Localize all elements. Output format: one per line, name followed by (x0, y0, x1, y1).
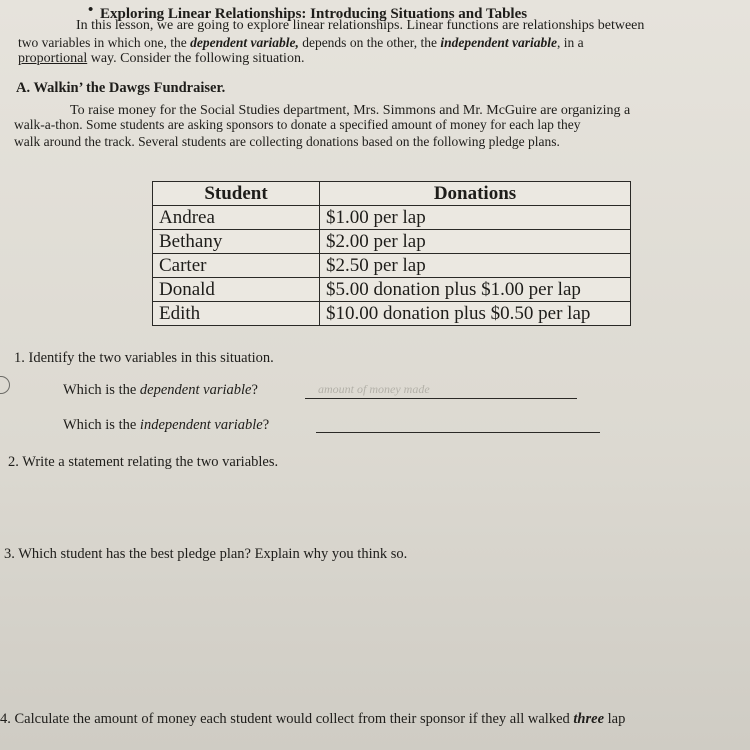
table-header-row (153, 182, 631, 206)
table-row (153, 278, 631, 302)
section-heading: A. Walkin’ the Dawgs Fundraiser. (16, 80, 226, 96)
lesson-title: Exploring Linear Relationships: Introducing Situations and Tables (100, 6, 528, 22)
question-1b: Which is the independent variable? (63, 417, 270, 433)
column-header-donations: Donations (320, 182, 631, 206)
question-2: 2. Write a statement relating the two variables. (8, 454, 279, 470)
table-row (153, 302, 631, 326)
student-name: Edith (153, 302, 320, 326)
donation-plan: $1.00 per lap (320, 206, 631, 230)
table-row (153, 206, 631, 230)
question-4: 4. Calculate the amount of money each student would collect from their sponsor if they all walked three lap (0, 711, 626, 727)
title-bullet: • (88, 2, 94, 18)
student-name: Carter (153, 254, 320, 278)
student-name: Donald (153, 278, 320, 302)
donation-plan: $5.00 donation plus $1.00 per lap (320, 278, 631, 302)
intro-line-1: In this lesson, we are going to explore linear relationships. Linear functions are relationships between (76, 18, 645, 33)
answer-line-independent[interactable] (316, 418, 600, 433)
table-row (153, 254, 631, 278)
question-1a: Which is the dependent variable? (63, 382, 258, 398)
column-header-student: Student (153, 182, 320, 206)
question-1: 1. Identify the two variables in this situation. (14, 350, 274, 366)
donation-plan: $2.50 per lap (320, 254, 631, 278)
section-paragraph-line-2: walk-a-thon. Some students are asking sponsors to donate a specified amount of money for each lap they (14, 117, 581, 132)
binder-hole-icon (0, 376, 10, 394)
pledge-table (152, 181, 631, 326)
intro-line-2: two variables in which one, the dependent variable, depends on the other, the independent variable, in a (18, 35, 584, 50)
student-name: Andrea (153, 206, 320, 230)
section-paragraph-line-3: walk around the track. Several students are collecting donations based on the following pledge plans. (14, 134, 560, 149)
intro-line-3: proportional way. Consider the following situation. (18, 51, 305, 66)
student-name: Bethany (153, 230, 320, 254)
section-paragraph-line-1: To raise money for the Social Studies department, Mrs. Simmons and Mr. McGuire are organizing a (70, 103, 631, 118)
question-3: 3. Which student has the best pledge plan? Explain why you think so. (4, 546, 408, 562)
donation-plan: $10.00 donation plus $0.50 per lap (320, 302, 631, 326)
faint-handwritten-answer: amount of money made (318, 382, 430, 396)
table-row (153, 230, 631, 254)
donation-plan: $2.00 per lap (320, 230, 631, 254)
